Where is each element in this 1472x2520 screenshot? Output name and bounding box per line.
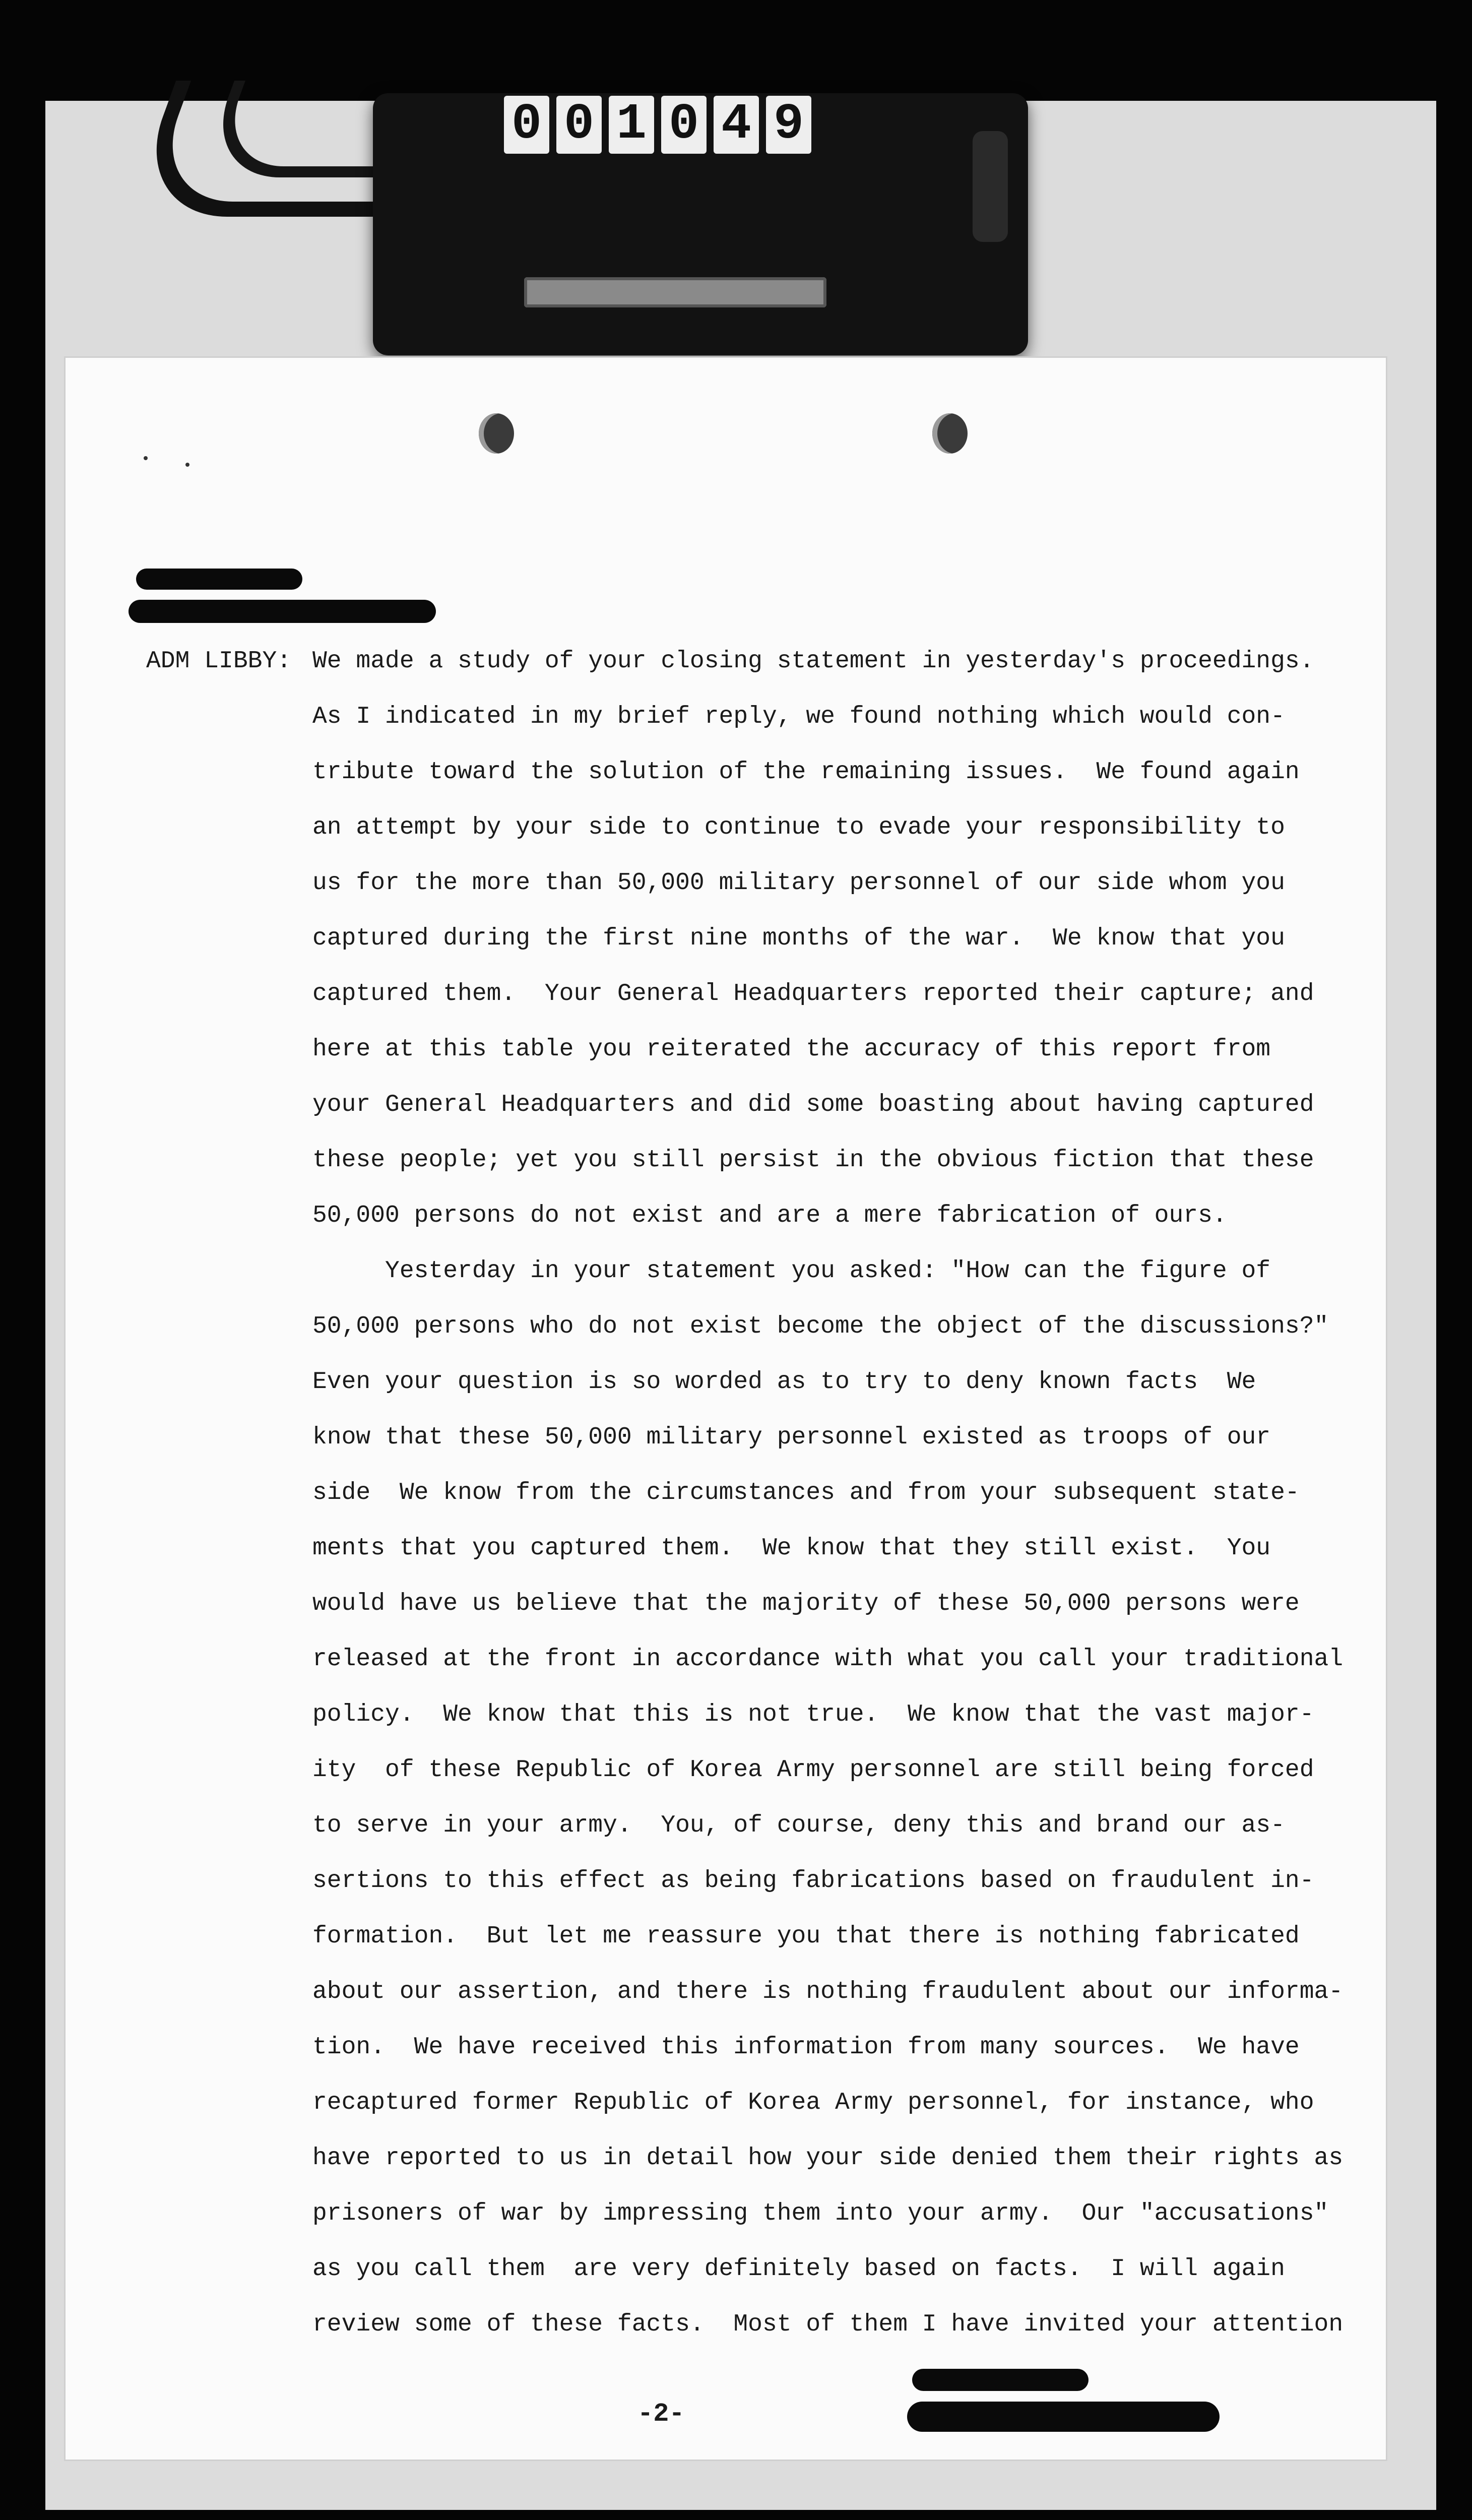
speaker-label: ADM LIBBY: [146, 648, 292, 675]
text-line: We made a study of your closing statement in yesterday's proceedings. [312, 648, 1314, 675]
punch-hole-left [479, 413, 514, 454]
counter-knob [973, 131, 1008, 242]
page-number: -2- [637, 2399, 685, 2429]
paper-speck [185, 463, 189, 467]
text-line: formation. But let me reassure you that there is nothing fabricated [312, 1923, 1300, 1950]
redaction-bar [136, 569, 302, 590]
text-line: know that these 50,000 military personnel existed as troops of our [312, 1424, 1271, 1451]
counter-digit: 1 [609, 96, 654, 154]
counter-label-plate [524, 277, 826, 307]
text-line: captured them. Your General Headquarters reported their capture; and [312, 980, 1314, 1007]
text-line: review some of these facts. Most of them I have invited your attention [312, 2311, 1343, 2338]
text-line: released at the front in accordance with what you call your traditional [312, 1646, 1343, 1673]
text-line: policy. We know that this is not true. We know that the vast major- [312, 1701, 1314, 1728]
statement-body [312, 646, 1343, 2365]
text-line: an attempt by your side to continue to evade your responsibility to [312, 814, 1285, 841]
counter-digit: 0 [504, 96, 549, 154]
text-line: would have us believe that the majority of these 50,000 persons were [312, 1590, 1300, 1617]
redaction-bar [907, 2402, 1220, 2432]
text-line: to serve in your army. You, of course, deny this and brand our as- [312, 1812, 1285, 1839]
text-line: prisoners of war by impressing them into your army. Our "accusations" [312, 2200, 1329, 2227]
counter-digit: 4 [714, 96, 759, 154]
text-line: 50,000 persons who do not exist become the object of the discussions?" [312, 1313, 1329, 1340]
text-line: Yesterday in your statement you asked: "How can the figure of [312, 1257, 1271, 1285]
redaction-bar [912, 2369, 1089, 2391]
text-line: Even your question is so worded as to try to deny known facts We [312, 1368, 1256, 1396]
counter-digit: 0 [661, 96, 707, 154]
text-line: your General Headquarters and did some boasting about having captured [312, 1091, 1314, 1118]
text-line: As I indicated in my brief reply, we found nothing which would con- [312, 703, 1285, 730]
text-line: these people; yet you still persist in the obvious fiction that these [312, 1147, 1314, 1174]
text-line: sertions to this effect as being fabrications based on fraudulent in- [312, 1867, 1314, 1895]
redaction-bar [129, 600, 436, 623]
paper-speck [144, 456, 148, 460]
text-line: ity of these Republic of Korea Army personnel are still being forced [312, 1756, 1314, 1784]
text-line: side We know from the circumstances and from your subsequent state- [312, 1479, 1300, 1506]
punch-hole-right [932, 413, 968, 454]
text-line: ments that you captured them. We know that they still exist. You [312, 1535, 1271, 1562]
text-line: captured during the first nine months of the war. We know that you [312, 925, 1285, 952]
text-line: tribute toward the solution of the remaining issues. We found again [312, 759, 1300, 786]
text-line: us for the more than 50,000 military personnel of our side whom you [312, 869, 1285, 897]
text-line: recaptured former Republic of Korea Army personnel, for instance, who [312, 2089, 1314, 2116]
text-line: as you call them are very definitely based on facts. I will again [312, 2255, 1285, 2283]
text-line: tion. We have received this information from many sources. We have [312, 2034, 1300, 2061]
text-line: about our assertion, and there is nothing fraudulent about our informa- [312, 1978, 1343, 2005]
counter-digit: 0 [556, 96, 602, 154]
counter-digit: 9 [766, 96, 811, 154]
frame-counter-digits [504, 96, 811, 156]
text-line: 50,000 persons do not exist and are a mere fabrication of ours. [312, 1202, 1227, 1229]
text-line: have reported to us in detail how your side denied them their rights as [312, 2145, 1343, 2172]
text-line: here at this table you reiterated the accuracy of this report from [312, 1036, 1271, 1063]
